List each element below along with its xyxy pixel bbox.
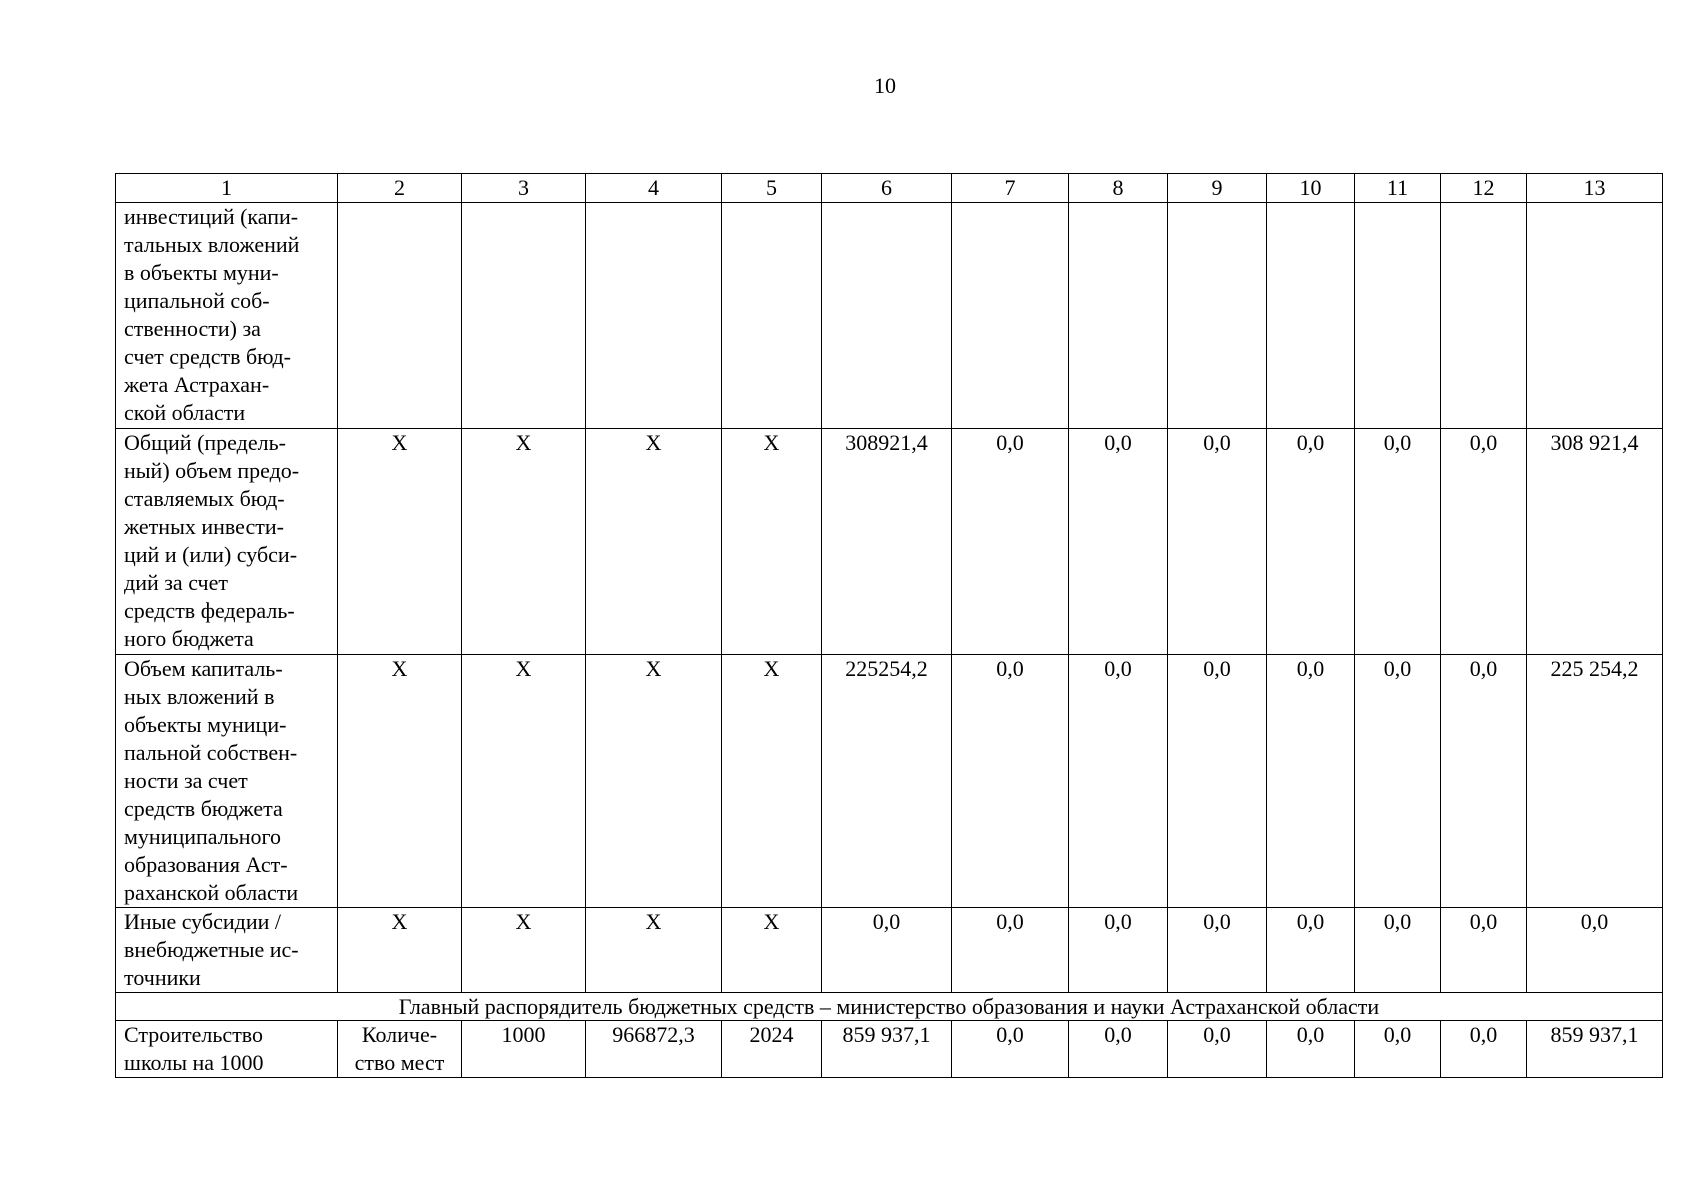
- table-cell: 0,0: [952, 655, 1069, 908]
- table-cell: [586, 203, 722, 429]
- column-number-header: 3: [462, 174, 586, 203]
- table-cell: 0,0: [952, 429, 1069, 655]
- column-number-header: 1: [116, 174, 338, 203]
- budget-table: [115, 173, 1663, 1078]
- table-row: [116, 429, 1663, 655]
- table-cell: [462, 203, 586, 429]
- table-cell: 0,0: [1168, 908, 1267, 993]
- row-label-text: Объем капиталь- ных вложений в объекты муници- пальной собствен- ности за счет средств бюджета муниципального образования Аст- раханской области: [124, 656, 299, 905]
- table-cell: 0,0: [1267, 655, 1355, 908]
- table-row: [116, 203, 1663, 429]
- table-cell: [1441, 1021, 1527, 1078]
- table-cell-text: 0,0: [996, 1022, 1024, 1047]
- table-cell: 0,0: [1355, 429, 1441, 655]
- page-number: 10: [874, 73, 896, 98]
- table-cell: X: [462, 655, 586, 908]
- table-cell: X: [722, 908, 822, 993]
- section-heading: Главный распорядитель бюджетных средств – министерство образования и науки Астраханской области: [116, 993, 1663, 1021]
- column-number-header: 4: [586, 174, 722, 203]
- table-cell-text: 0,0: [1203, 1022, 1231, 1047]
- row-label: [116, 429, 338, 655]
- column-number-header: 6: [822, 174, 952, 203]
- table-cell: [822, 1021, 952, 1078]
- table-cell: 0,0: [1441, 429, 1527, 655]
- table-cell-text: 0,0: [1469, 1022, 1498, 1047]
- row-label: [116, 908, 338, 993]
- table-cell: 0,0: [1355, 908, 1441, 993]
- table-cell: [338, 1021, 462, 1078]
- table-cell: 0,0: [1069, 908, 1168, 993]
- table-cell: 0,0: [1168, 655, 1267, 908]
- table-cell: [462, 1021, 586, 1078]
- table-cell-text: 966872,3: [612, 1022, 695, 1047]
- row-label: [116, 655, 338, 908]
- table-cell-text: 859 937,1: [842, 1022, 931, 1047]
- table-cell: X: [462, 429, 586, 655]
- table-row: [116, 1021, 1663, 1078]
- row-label-text: Строительство школы на 1000: [124, 1022, 264, 1075]
- table-cell: [1441, 203, 1527, 429]
- table-cell: 0,0: [1441, 655, 1527, 908]
- column-number-header: 5: [722, 174, 822, 203]
- column-number-header: 13: [1527, 174, 1663, 203]
- table-cell: [338, 203, 462, 429]
- table-cell: 0,0: [1267, 429, 1355, 655]
- row-label-text: Общий (предель- ный) объем предо- ставляемых бюд- жетных инвести- ций и (или) субси- дий за счет средств федераль- ного бюджета: [124, 430, 300, 651]
- table-cell: [1168, 203, 1267, 429]
- table-cell: [952, 1021, 1069, 1078]
- table-cell: X: [722, 429, 822, 655]
- table-cell-text: 0,0: [1104, 1022, 1132, 1047]
- column-number-header: 9: [1168, 174, 1267, 203]
- table-cell: 308 921,4: [1527, 429, 1663, 655]
- table-cell: [1069, 203, 1168, 429]
- table-cell: [952, 203, 1069, 429]
- table-cell: X: [462, 908, 586, 993]
- column-number-header: 7: [952, 174, 1069, 203]
- table-cell: 308921,4: [822, 429, 952, 655]
- column-number-header: 2: [338, 174, 462, 203]
- table-cell: 0,0: [1527, 908, 1663, 993]
- table-cell: X: [722, 655, 822, 908]
- table-cell: X: [586, 908, 722, 993]
- row-label: [116, 203, 338, 429]
- section-heading-row: [116, 993, 1663, 1021]
- table-row: [116, 655, 1663, 908]
- table-cell: 0,0: [1441, 908, 1527, 993]
- table-cell: [1527, 203, 1663, 429]
- table-cell: [1168, 1021, 1267, 1078]
- table-cell: [586, 1021, 722, 1078]
- table-cell: 0,0: [1355, 655, 1441, 908]
- table-cell-text: 0,0: [1383, 1022, 1412, 1047]
- table-cell: [1355, 203, 1441, 429]
- table-cell: 0,0: [1168, 429, 1267, 655]
- table-cell-text: 1000: [501, 1022, 546, 1047]
- column-number-header: 8: [1069, 174, 1168, 203]
- column-number-header: 12: [1441, 174, 1527, 203]
- row-label: [116, 1021, 338, 1078]
- table-cell: [722, 203, 822, 429]
- table-cell: [1267, 203, 1355, 429]
- table-cell: X: [338, 655, 462, 908]
- table-cell: X: [338, 908, 462, 993]
- header-row: [116, 174, 1663, 203]
- table-cell: [1069, 1021, 1168, 1078]
- table-cell-text: Количе- ство мест: [354, 1022, 445, 1075]
- column-number-header: 11: [1355, 174, 1441, 203]
- table-cell: [1267, 1021, 1355, 1078]
- table-cell: X: [586, 429, 722, 655]
- column-number-header: 10: [1267, 174, 1355, 203]
- table-cell-text: 0,0: [1296, 1022, 1325, 1047]
- table-cell: [1355, 1021, 1441, 1078]
- row-label-text: Иные субсидии / внебюджетные ис- точники: [124, 909, 299, 990]
- table-cell: 0,0: [822, 908, 952, 993]
- table-cell-text: 859 937,1: [1550, 1022, 1639, 1047]
- table-cell: 225 254,2: [1527, 655, 1663, 908]
- table-cell: 0,0: [1069, 655, 1168, 908]
- table-cell: [722, 1021, 822, 1078]
- table-cell: 0,0: [952, 908, 1069, 993]
- table-cell: X: [586, 655, 722, 908]
- table-cell-text: 2024: [749, 1022, 794, 1047]
- table-cell: 225254,2: [822, 655, 952, 908]
- table-row: [116, 908, 1663, 993]
- table-cell: 0,0: [1267, 908, 1355, 993]
- table-cell: 0,0: [1069, 429, 1168, 655]
- table-cell: [822, 203, 952, 429]
- row-label-text: инвестиций (капи- тальных вложений в объекты муни- ципальной соб- ственности) за счет средств бюд- жета Астрахан- ской области: [124, 204, 300, 425]
- table-cell: [1527, 1021, 1663, 1078]
- table-cell: X: [338, 429, 462, 655]
